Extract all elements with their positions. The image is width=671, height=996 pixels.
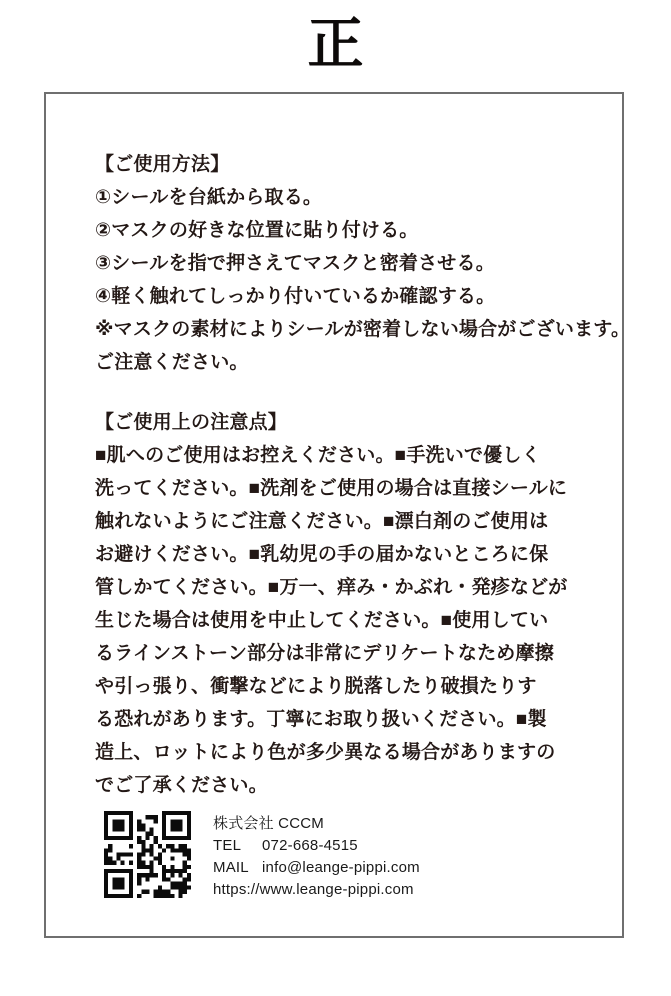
tel-number: 072-668-4515 bbox=[262, 837, 358, 854]
caution-line: や引っ張り、衝撃などにより脱落したり破損たりす bbox=[95, 676, 537, 697]
mail-row bbox=[213, 857, 420, 879]
caution-line: ■肌へのご使用はお控えください。■手洗いで優しく bbox=[95, 445, 541, 466]
caution-line: 生じた場合は使用を中止してください。■使用してい bbox=[95, 610, 549, 631]
caution-line: でご了承ください。 bbox=[95, 775, 268, 796]
cautions-heading: 【ご使用上の注意点】 bbox=[95, 412, 288, 433]
card-content bbox=[46, 94, 631, 901]
caution-line: る恐れがあります。丁寧にお取り扱いください。■製 bbox=[95, 709, 547, 730]
mail-label: MAIL bbox=[213, 859, 249, 876]
usage-note-line: ご注意ください。 bbox=[95, 352, 249, 373]
caution-line: 造上、ロットにより色が多少異なる場合がありますの bbox=[95, 742, 556, 763]
contact-block bbox=[95, 811, 602, 901]
usage-note-line: ※マスクの素材によりシールが密着しない場合がございます。 bbox=[95, 319, 631, 340]
tel-label: TEL bbox=[213, 837, 242, 854]
caution-line: 管しかてください。■万一、痒み・かぶれ・発疹などが bbox=[95, 577, 568, 598]
usage-section bbox=[95, 148, 631, 379]
caution-line: 洗ってください。■洗剤をご使用の場合は直接シールに bbox=[95, 478, 568, 499]
cautions-section bbox=[95, 406, 602, 802]
page-title: 正 bbox=[307, 12, 364, 75]
tel-row bbox=[213, 835, 420, 857]
caution-line: 触れないようにご注意ください。■漂白剤のご使用は bbox=[95, 511, 549, 532]
caution-line: お避けください。■乳幼児の手の届かないところに保 bbox=[95, 544, 549, 565]
usage-line: ④軽く触れてしっかり付いているか確認する。 bbox=[95, 286, 496, 307]
instruction-card bbox=[44, 92, 631, 938]
usage-line: ②マスクの好きな位置に貼り付ける。 bbox=[95, 220, 419, 241]
mail-address: info@leange-pippi.com bbox=[262, 859, 420, 876]
usage-line: ①シールを台紙から取る。 bbox=[95, 187, 323, 208]
website-url: https://www.leange-pippi.com bbox=[213, 881, 414, 898]
usage-line: ③シールを指で押さえてマスクと密着させる。 bbox=[95, 253, 495, 274]
qr-code-icon bbox=[104, 811, 191, 898]
contact-text bbox=[213, 811, 420, 901]
caution-line: るラインストーン部分は非常にデリケートなため摩擦 bbox=[95, 643, 554, 664]
usage-heading: 【ご使用方法】 bbox=[95, 154, 230, 175]
company-name: 株式会社 CCCM bbox=[213, 815, 324, 832]
